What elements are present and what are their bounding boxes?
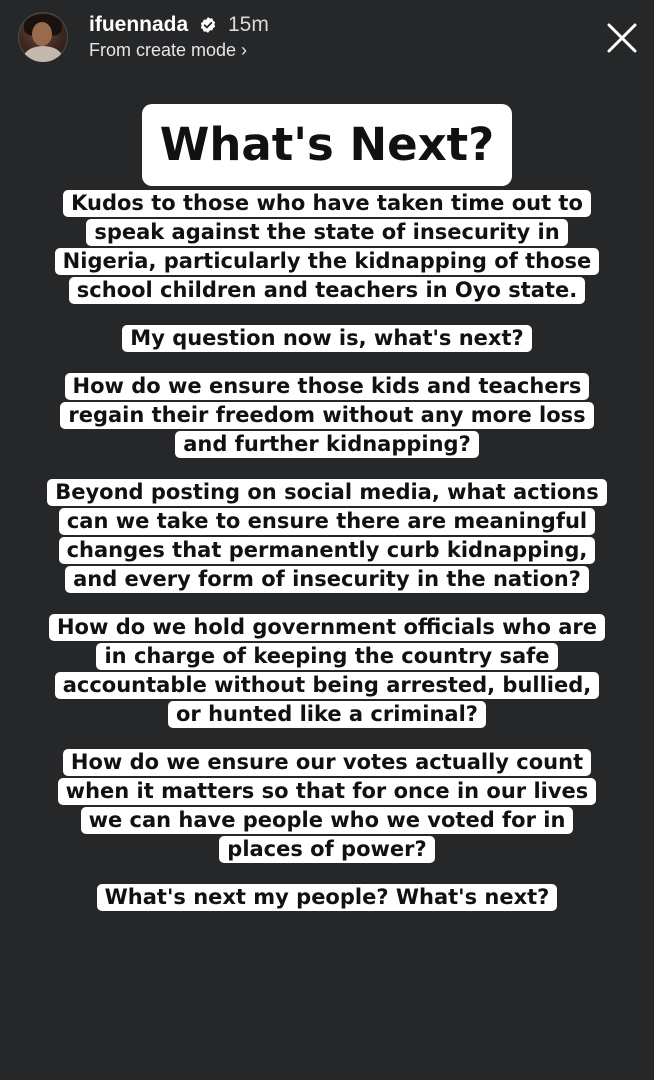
paragraph-text: Beyond posting on social media, what actions can we take to ensure there are meaningful changes that permanently curb kidnapping, and every form of insecurity in the nation? [47,479,607,593]
avatar[interactable] [18,12,68,62]
paragraph-text: How do we ensure those kids and teachers regain their freedom without any more loss and further kidnapping? [60,373,593,458]
story-title: What's Next? [142,104,513,186]
post-timestamp: 15m [228,13,269,36]
paragraph-text: My question now is, what's next? [122,325,531,352]
story-paragraph [47,883,607,912]
story-paragraph [47,478,607,594]
story-paragraph [47,189,607,305]
story-paragraph [47,372,607,459]
paragraph-text: Kudos to those who have taken time out to speak against the state of insecurity in Nigeria, particularly the kidnapping of those school children and teachers in Oyo state. [55,190,600,304]
story-header [0,0,654,80]
paragraph-text: How do we hold government officials who are in charge of keeping the country safe accountable without being arrested, bullied, or hunted like a criminal? [49,614,605,728]
story-content [0,104,654,912]
avatar-body [24,46,62,62]
username[interactable]: ifuennada [89,13,189,36]
story-paragraph [47,613,607,729]
verified-badge-icon [199,16,217,34]
close-icon[interactable] [604,20,640,56]
create-mode-link[interactable]: From create mode › [89,40,248,60]
avatar-face [32,22,52,46]
story-paragraph [47,748,607,864]
story-title-wrap [0,104,654,186]
paragraph-text: What's next my people? What's next? [97,884,558,911]
story-paragraph [47,324,607,353]
paragraph-text: How do we ensure our votes actually count when it matters so that for once in our lives we can have people who we voted for in places of power? [58,749,597,863]
